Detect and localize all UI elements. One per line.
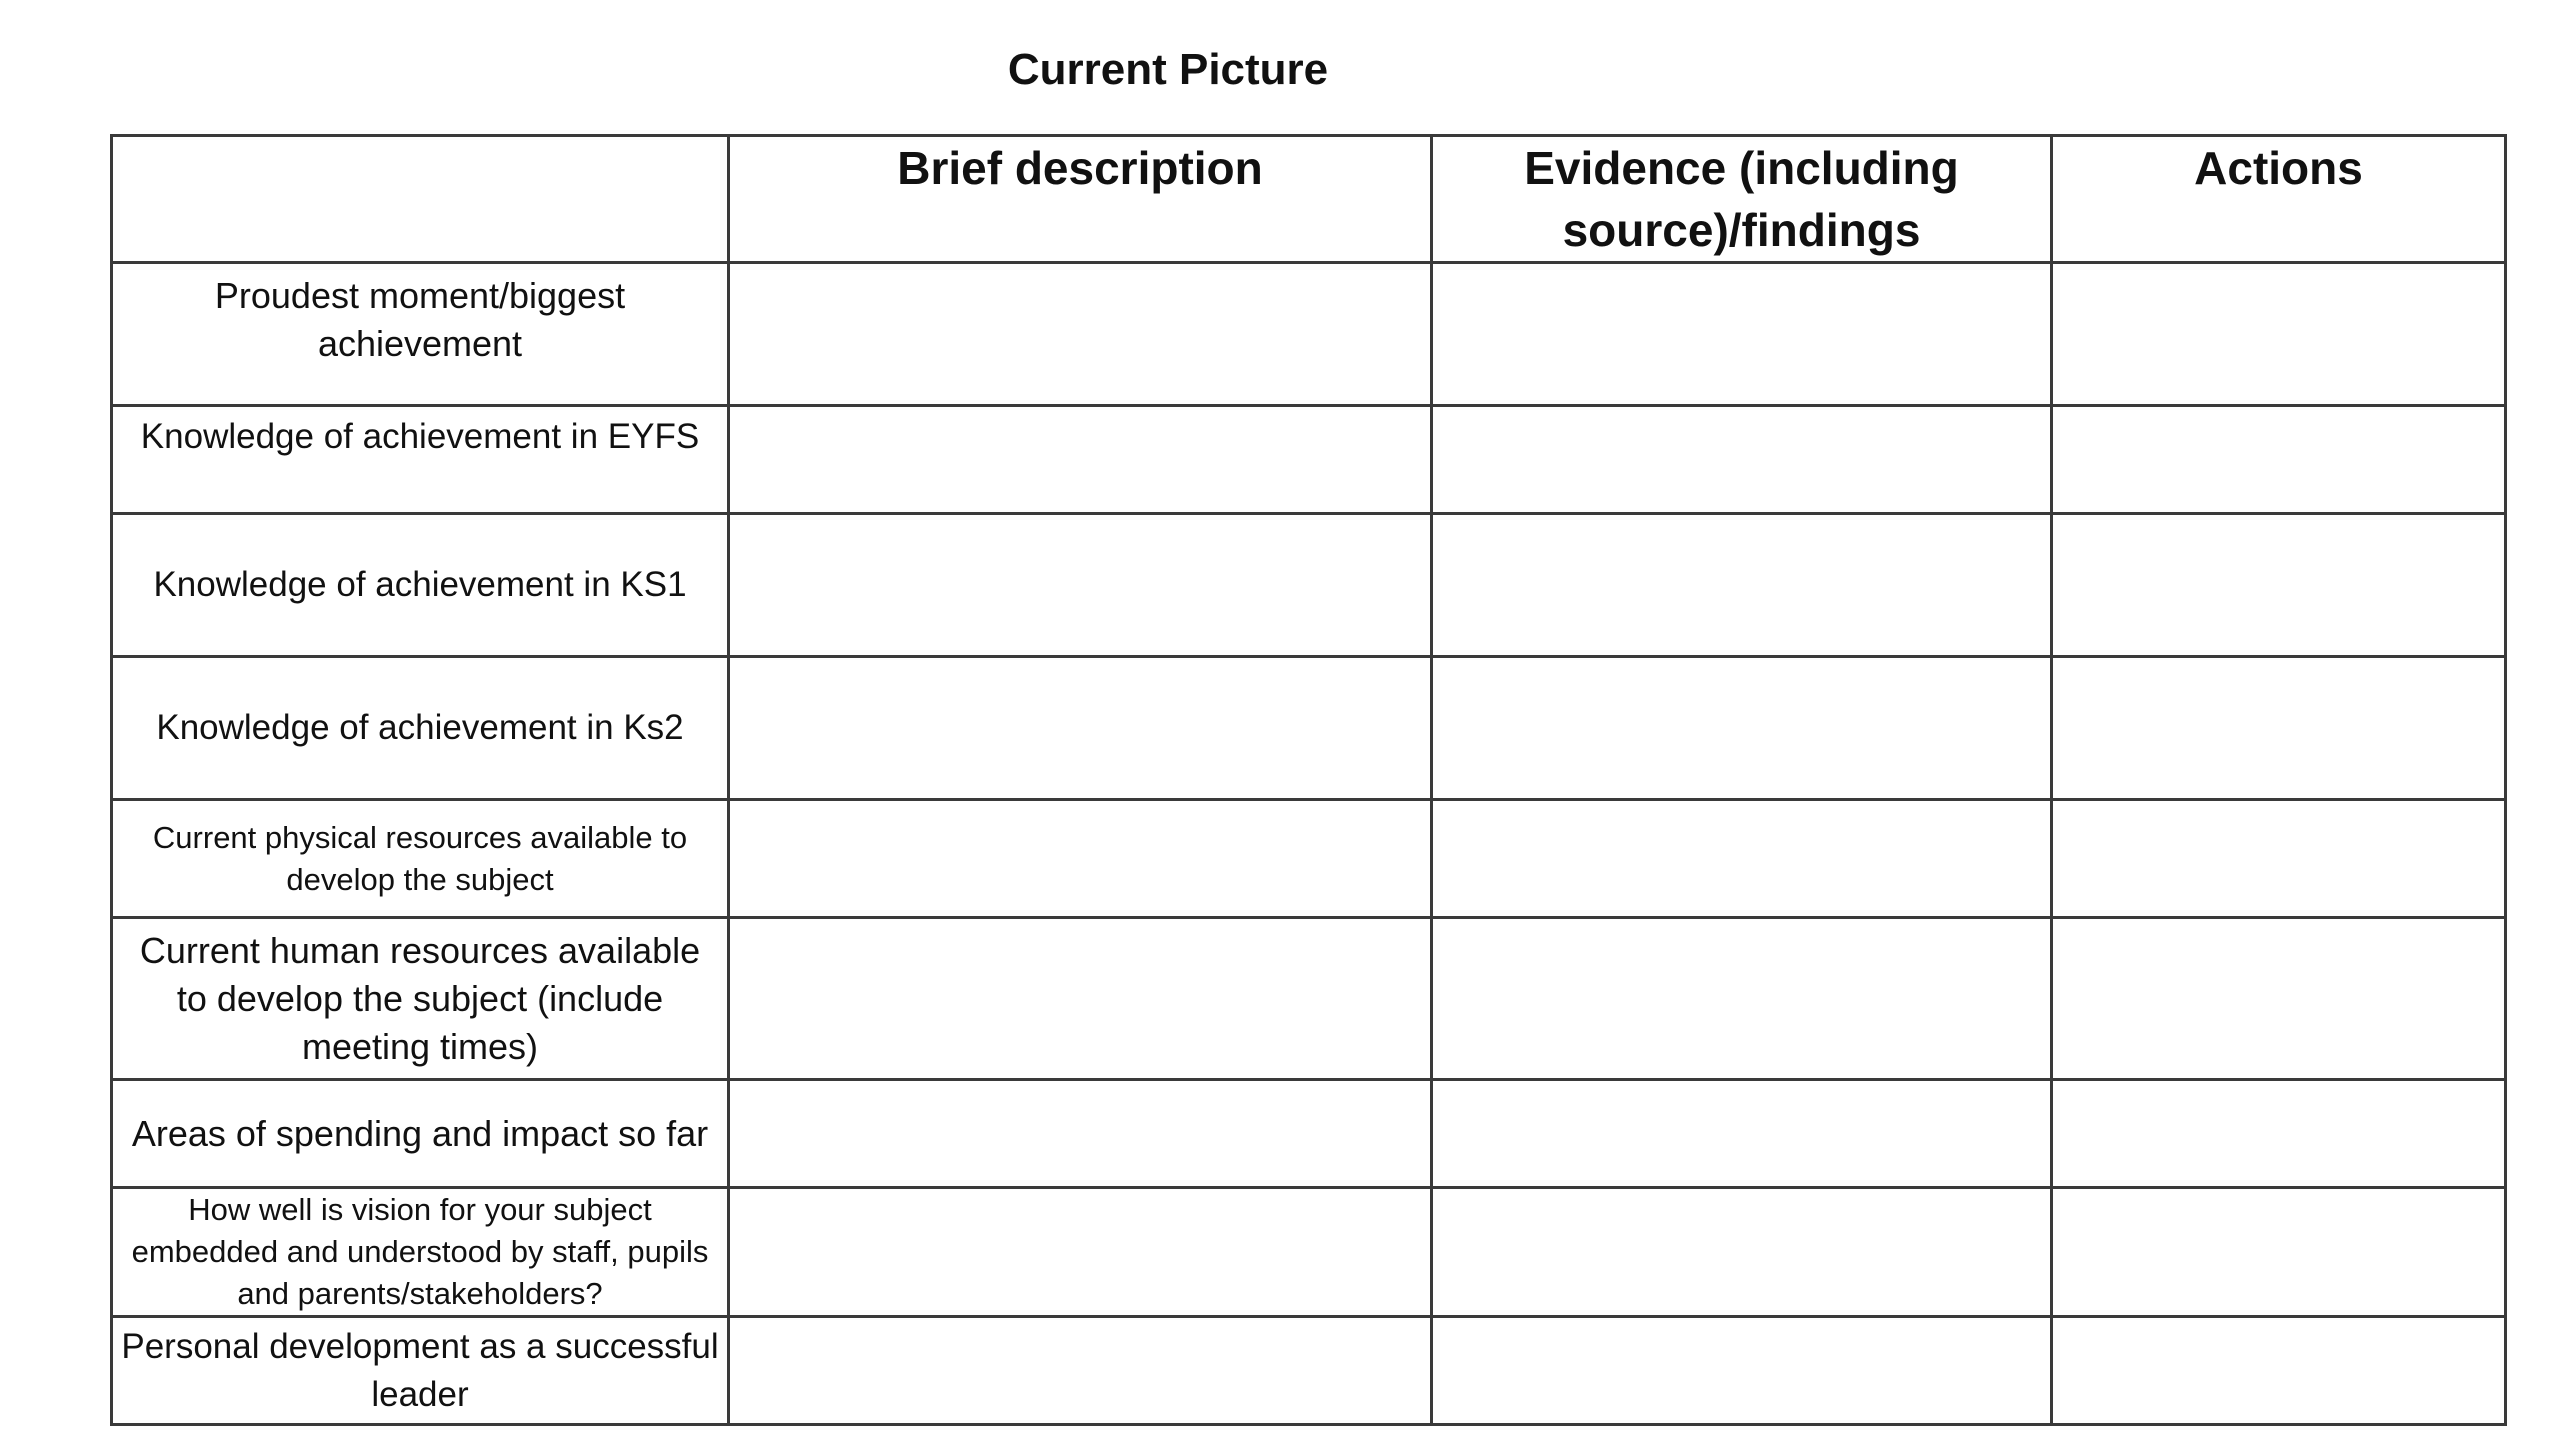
cell-brief-description[interactable] xyxy=(729,406,1432,514)
header-actions: Actions xyxy=(2052,136,2506,263)
cell-brief-description[interactable] xyxy=(729,918,1432,1080)
table-row xyxy=(112,800,2506,918)
cell-actions[interactable] xyxy=(2052,918,2506,1080)
cell-brief-description[interactable] xyxy=(729,657,1432,800)
cell-actions[interactable] xyxy=(2052,657,2506,800)
cell-evidence[interactable] xyxy=(1432,406,2052,514)
cell-actions[interactable] xyxy=(2052,800,2506,918)
cell-actions[interactable] xyxy=(2052,406,2506,514)
table-row xyxy=(112,514,2506,657)
row-label-proudest-moment: Proudest moment/biggest achievement xyxy=(112,263,729,406)
table-row xyxy=(112,918,2506,1080)
cell-actions[interactable] xyxy=(2052,1188,2506,1317)
header-evidence-findings: Evidence (including source)/findings xyxy=(1432,136,2052,263)
cell-actions[interactable] xyxy=(2052,263,2506,406)
current-picture-table xyxy=(110,134,2507,1426)
row-label-vision: How well is vision for your subject embedded and understood by staff, pupils and parents/stakeholders? xyxy=(112,1188,729,1317)
row-label-ks1: Knowledge of achievement in KS1 xyxy=(112,514,729,657)
cell-evidence[interactable] xyxy=(1432,918,2052,1080)
table-row xyxy=(112,1317,2506,1425)
page-title: Current Picture xyxy=(1007,45,1329,94)
cell-actions[interactable] xyxy=(2052,514,2506,657)
row-label-spending-impact: Areas of spending and impact so far xyxy=(112,1080,729,1188)
table-row xyxy=(112,657,2506,800)
row-label-eyfs: Knowledge of achievement in EYFS xyxy=(112,406,729,514)
table-row xyxy=(112,263,2506,406)
table-row xyxy=(112,1188,2506,1317)
cell-brief-description[interactable] xyxy=(729,1188,1432,1317)
row-label-physical-resources: Current physical resources available to develop the subject xyxy=(112,800,729,918)
cell-evidence[interactable] xyxy=(1432,1317,2052,1425)
header-cell-blank xyxy=(112,136,729,263)
cell-brief-description[interactable] xyxy=(729,1317,1432,1425)
cell-brief-description[interactable] xyxy=(729,800,1432,918)
cell-evidence[interactable] xyxy=(1432,657,2052,800)
cell-evidence[interactable] xyxy=(1432,1188,2052,1317)
header-brief-description: Brief description xyxy=(729,136,1432,263)
cell-brief-description[interactable] xyxy=(729,263,1432,406)
cell-brief-description[interactable] xyxy=(729,514,1432,657)
cell-actions[interactable] xyxy=(2052,1317,2506,1425)
cell-brief-description[interactable] xyxy=(729,1080,1432,1188)
row-label-ks2: Knowledge of achievement in Ks2 xyxy=(112,657,729,800)
row-label-personal-development: Personal development as a successful leader xyxy=(112,1317,729,1425)
table-row xyxy=(112,1080,2506,1188)
cell-evidence[interactable] xyxy=(1432,514,2052,657)
cell-evidence[interactable] xyxy=(1432,800,2052,918)
table-header-row xyxy=(112,136,2506,263)
row-label-human-resources: Current human resources available to develop the subject (include meeting times) xyxy=(112,918,729,1080)
cell-actions[interactable] xyxy=(2052,1080,2506,1188)
table-row xyxy=(112,406,2506,514)
cell-evidence[interactable] xyxy=(1432,263,2052,406)
cell-evidence[interactable] xyxy=(1432,1080,2052,1188)
